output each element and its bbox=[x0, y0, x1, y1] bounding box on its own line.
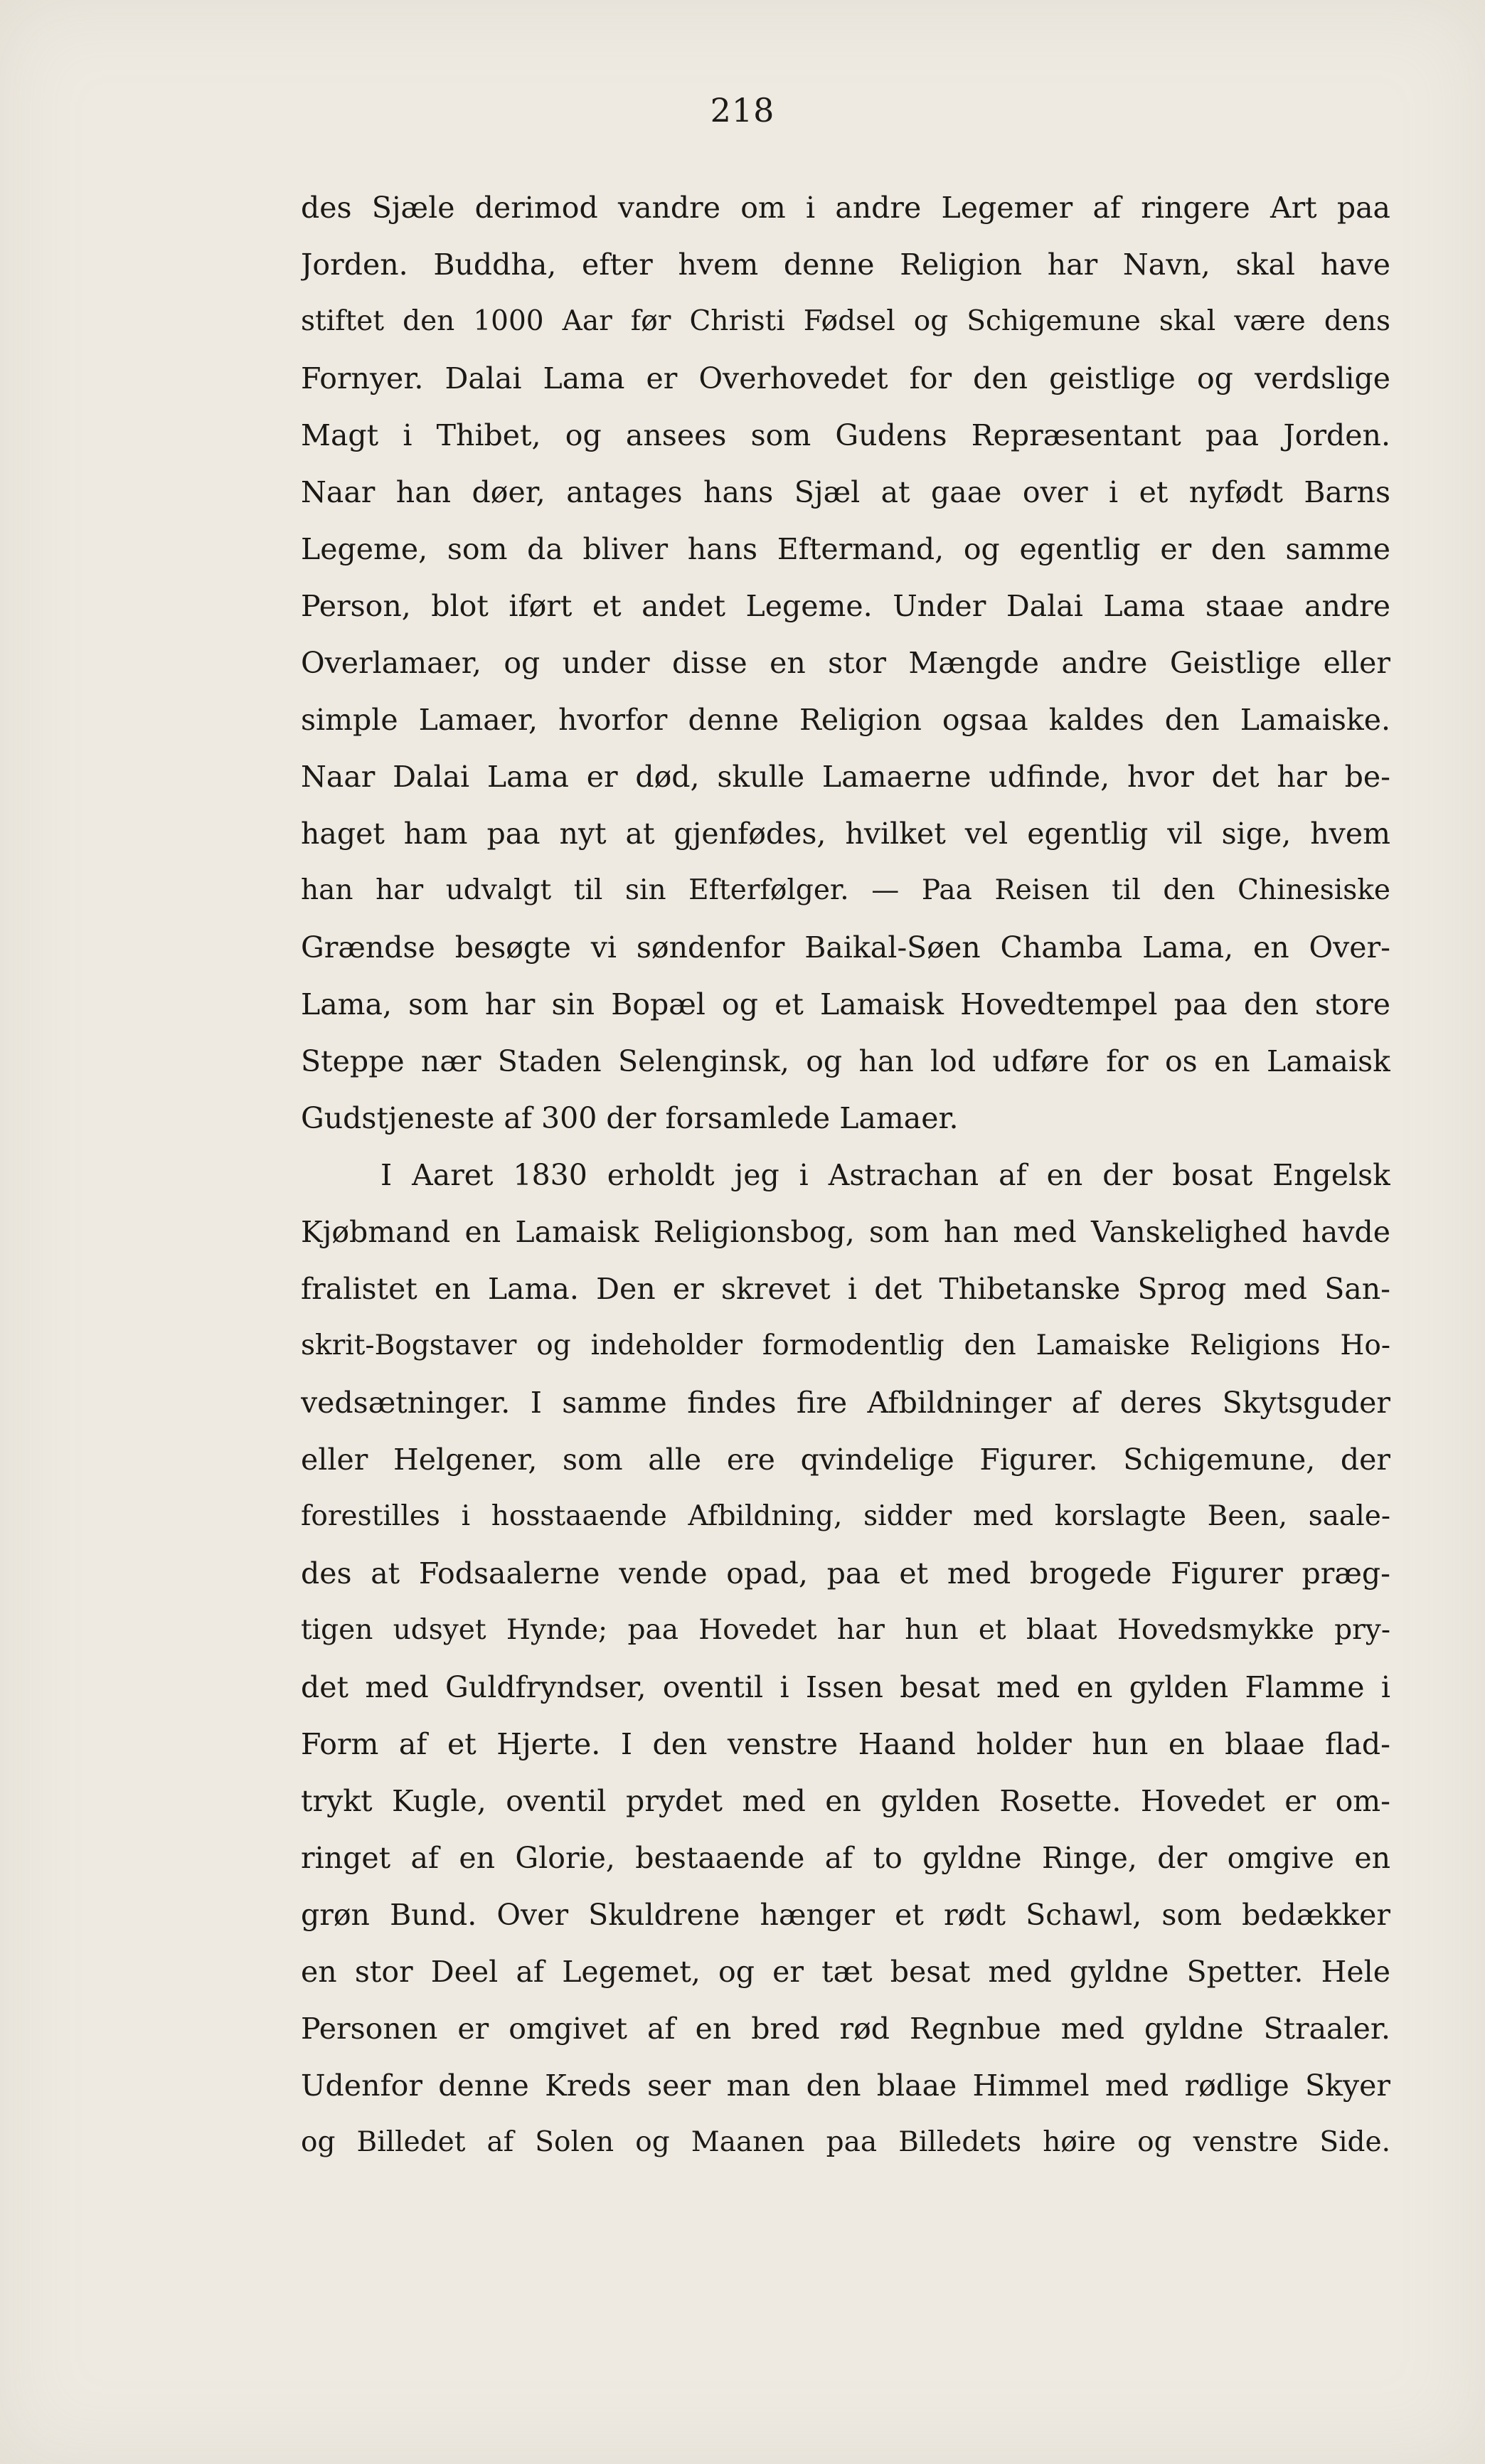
text-line: Lama, som har sin Bopæl og et Lamaisk Hovedtempel paa den store bbox=[301, 987, 1390, 1021]
text-line: Gudstjeneste af 300 der forsamlede Lamaer. bbox=[301, 1101, 959, 1135]
text-line: det med Guldfryndser, oventil i Issen besat med en gylden Flamme i bbox=[301, 1670, 1390, 1704]
text-line: en stor Deel af Legemet, og er tæt besat med gyldne Spetter. Hele bbox=[301, 1955, 1390, 1989]
text-line: han har udvalgt til sin Efterfølger. — Paa Reisen til den Chinesiske bbox=[301, 874, 1390, 906]
text-line: forestilles i hosstaaende Afbildning, sidder med korslagte Been, saale- bbox=[301, 1500, 1390, 1532]
text-line: Personen er omgivet af en bred rød Regnbue med gyldne Straaler. bbox=[301, 2012, 1390, 2046]
text-line: grøn Bund. Over Skuldrene hænger et rødt Schawl, som bedækker bbox=[301, 1898, 1390, 1932]
text-line: tigen udsyet Hynde; paa Hovedet har hun et blaat Hovedsmykke pry- bbox=[301, 1614, 1390, 1646]
text-line: Person, blot iført et andet Legeme. Under Dalai Lama staae andre bbox=[301, 589, 1390, 623]
text-line: des Sjæle derimod vandre om i andre Legemer af ringere Art paa bbox=[301, 191, 1390, 225]
text-line: haget ham paa nyt at gjenfødes, hvilket vel egentlig vil sige, hvem bbox=[301, 817, 1390, 851]
text-line: Jorden. Buddha, efter hvem denne Religion har Navn, skal have bbox=[301, 248, 1390, 282]
text-line: Naar han døer, antages hans Sjæl at gaae over i et nyfødt Barns bbox=[301, 475, 1390, 509]
text-line: eller Helgener, som alle ere qvindelige Figurer. Schigemune, der bbox=[301, 1443, 1390, 1477]
text-line: og Billedet af Solen og Maanen paa Billedets høire og venstre Side. bbox=[301, 2126, 1390, 2158]
text-line: fralistet en Lama. Den er skrevet i det Thibetanske Sprog med San- bbox=[301, 1272, 1390, 1306]
text-line: Naar Dalai Lama er død, skulle Lamaerne udfinde, hvor det har be- bbox=[301, 760, 1390, 794]
text-line: Steppe nær Staden Selenginsk, og han lod udføre for os en Lamaisk bbox=[301, 1044, 1390, 1078]
text-line: ringet af en Glorie, bestaaende af to gyldne Ringe, der omgive en bbox=[301, 1841, 1390, 1875]
text-line: skrit-Bogstaver og indeholder formodentlig den Lamaiske Religions Ho- bbox=[301, 1329, 1390, 1361]
page-number: 218 bbox=[710, 91, 775, 129]
text-line: simple Lamaer, hvorfor denne Religion ogsaa kaldes den Lamaiske. bbox=[301, 703, 1390, 737]
text-line: des at Fodsaalerne vende opad, paa et med brogede Figurer præg- bbox=[301, 1556, 1390, 1591]
text-line: Grændse besøgte vi søndenfor Baikal-Søen Chamba Lama, en Over- bbox=[301, 930, 1390, 965]
text-line: Kjøbmand en Lamaisk Religionsbog, som han med Vanskelighed havde bbox=[301, 1215, 1390, 1249]
text-line: Legeme, som da bliver hans Eftermand, og egentlig er den samme bbox=[301, 532, 1390, 566]
text-line: trykt Kugle, oventil prydet med en gylden Rosette. Hovedet er om- bbox=[301, 1784, 1390, 1818]
text-line: Overlamaer, og under disse en stor Mængde andre Geistlige eller bbox=[301, 646, 1390, 680]
text-line: Form af et Hjerte. I den venstre Haand holder hun en blaae flad- bbox=[301, 1727, 1390, 1761]
body-text bbox=[301, 179, 1390, 2171]
text-line: vedsætninger. I samme findes fire Afbildninger af deres Skytsguder bbox=[301, 1386, 1390, 1420]
text-line: stiftet den 1000 Aar før Christi Fødsel og Schigemune skal være dens bbox=[301, 305, 1390, 337]
text-line: Udenfor denne Kreds seer man den blaae Himmel med rødlige Skyer bbox=[301, 2069, 1390, 2103]
text-line: Fornyer. Dalai Lama er Overhovedet for den geistlige og verdslige bbox=[301, 361, 1390, 395]
text-line: I Aaret 1830 erholdt jeg i Astrachan af en der bosat Engelsk bbox=[380, 1158, 1390, 1192]
text-line: Magt i Thibet, og ansees som Gudens Repræsentant paa Jorden. bbox=[301, 418, 1390, 452]
